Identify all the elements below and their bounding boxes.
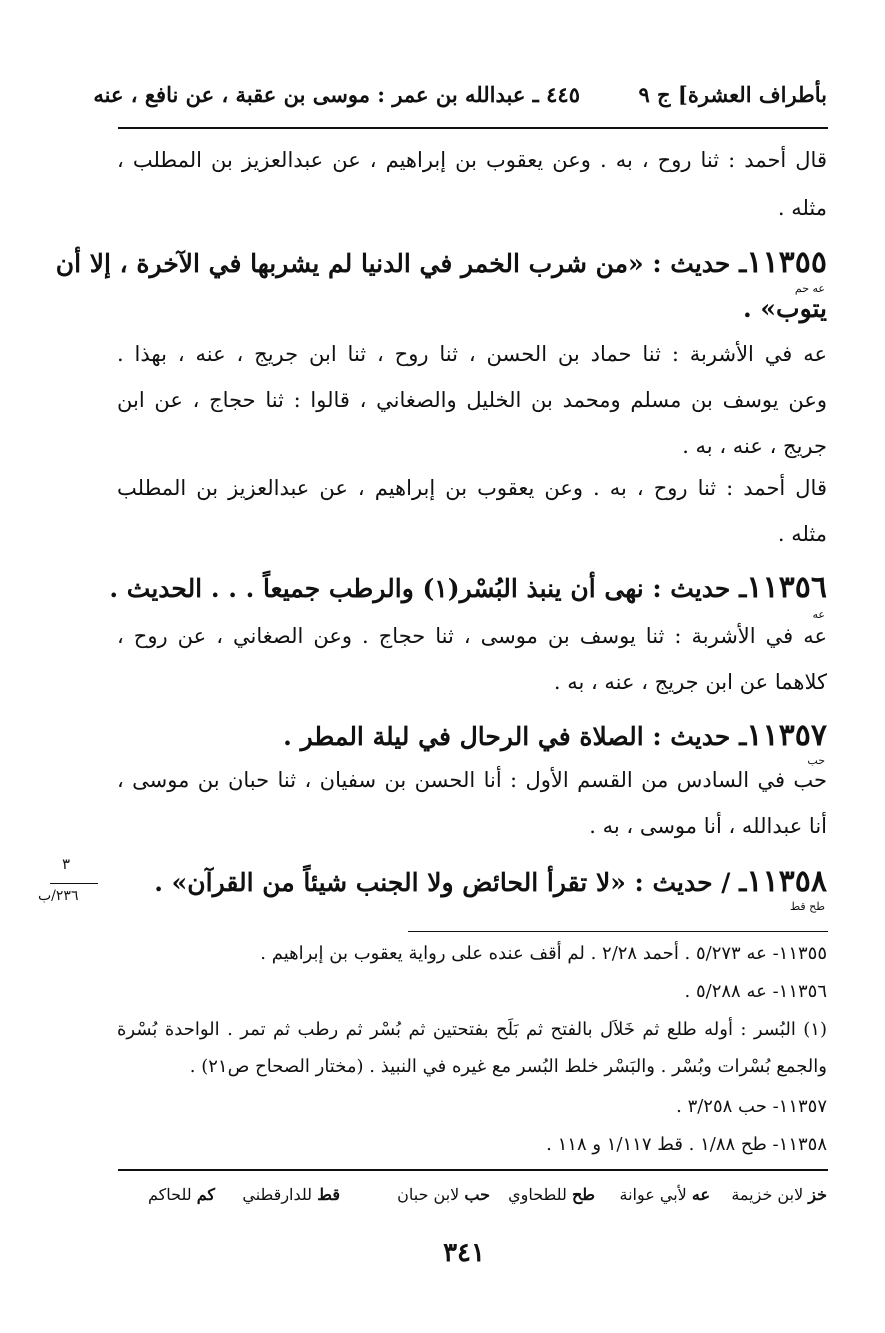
text-line: مثله .: [777, 522, 827, 546]
text-line: قال أحمد : ثنا روح ، به . وعن يعقوب بن إبراهيم ، عن عبدالعزيز بن المطلب ،: [117, 148, 827, 172]
abbrev-item: كم للحاكم: [148, 1185, 215, 1204]
abbrev-item: حب لابن حبان: [397, 1185, 490, 1204]
footnote-line: ١١٣٥٧- حب ٣/٢٥٨ .: [676, 1096, 827, 1117]
hadith-title: ـ حديث : الصلاة في الرحال في ليلة المطر .: [283, 722, 747, 751]
hadith-heading-11356: [109, 570, 827, 605]
hadith-sigla: عه: [812, 608, 825, 621]
footnote-line: والجمع بُسْرات وبُسْر . والبَسْر خلط البُسر مع غيره في النبيذ . (مختار الصحاح ص٢١) .: [189, 1056, 827, 1077]
footnote-rule: [408, 931, 828, 932]
abbrev-item: خز لابن خزيمة: [731, 1185, 827, 1204]
text-line: كلاهما عن ابن جريج ، عنه ، به .: [553, 670, 827, 694]
abbrev-item: عه لأبي عوانة: [619, 1185, 710, 1204]
page-number: ٣٤١: [443, 1238, 485, 1268]
text-line: قال أحمد : ثنا روح ، به . وعن يعقوب بن إبراهيم ، عن عبدالعزيز بن المطلب: [117, 476, 827, 500]
footnote-line: ١١٣٥٨- طح ١/٨٨ . قط ١/١١٧ و ١١٨ .: [546, 1134, 827, 1155]
footnote-line: ١١٣٥٦- عه ٥/٢٨٨ .: [684, 981, 827, 1002]
hadith-number: ١١٣٥٥: [746, 245, 827, 280]
hadith-number: ١١٣٥٨: [746, 864, 827, 899]
abbrev-item: قط للدارقطني: [242, 1185, 340, 1204]
text-line: أنا عبدالله ، أنا موسى ، به .: [589, 814, 827, 838]
footnote-line: ١١٣٥٥- عه ٥/٢٧٣ . أحمد ٢/٢٨ . لم أقف عنده على رواية يعقوب بن إبراهيم .: [260, 943, 827, 964]
hadith-heading-11355: [56, 245, 827, 280]
hadith-title: ـ حديث : نهى أن ينبذ البُسْر(١) والرطب جميعاً . . . الحديث .: [109, 574, 747, 603]
hadith-sigla: عه حم: [794, 282, 825, 295]
margin-note-rule: [50, 883, 98, 884]
hadith-title: ـ / حديث : «لا تقرأ الحائض ولا الجنب شيئاً من القرآن» .: [154, 868, 747, 897]
running-header-chapter: ٤٤٥ ـ عبدالله بن عمر : موسى بن عقبة ، عن نافع ، عنه: [93, 82, 580, 107]
running-header-volume: بأطراف العشرة] ج ٩: [638, 82, 827, 107]
text-line: وعن يوسف بن مسلم ومحمد بن الخليل والصغاني ، قالوا : ثنا حجاج ، عن ابن: [117, 388, 827, 412]
hadith-heading-11358: [154, 864, 827, 899]
text-line: عه في الأشربة : ثنا يوسف بن موسى ، ثنا حجاج . وعن الصغاني ، عن روح ،: [117, 624, 827, 648]
hadith-sigla: حب: [807, 754, 825, 767]
hadith-number: ١١٣٥٦: [746, 570, 827, 605]
text-line: حب في السادس من القسم الأول : أنا الحسن بن سفيان ، ثنا حبان بن موسى ،: [117, 768, 827, 792]
margin-note-bottom: ٢٣٦/ب: [38, 888, 79, 904]
text-line: عه في الأشربة : ثنا حماد بن الحسن ، ثنا روح ، ثنا ابن جريج ، عنه ، بهذا .: [117, 342, 827, 366]
hadith-heading-11357: [283, 718, 827, 753]
hadith-number: ١١٣٥٧: [746, 718, 827, 753]
hadith-title: ـ حديث : «من شرب الخمر في الدنيا لم يشربها في الآخرة ، إلا أن: [55, 249, 747, 278]
header-rule: [118, 127, 828, 129]
hadith-sigla: طح قط: [789, 900, 825, 913]
abbrev-item: طح للطحاوي: [508, 1185, 595, 1204]
hadith-title-continued: يتوب» .: [743, 294, 827, 323]
text-line: مثله .: [777, 196, 827, 220]
footnote-line: (١) البُسر : أوله طلع ثم خَلاَل بالفتح ثم بَلَح بفتحتين ثم بُسْر ثم رطب ثم تمر . الواحدة بُسْرة: [117, 1019, 827, 1040]
abbrev-rule: [118, 1169, 828, 1171]
text-line: جريج ، عنه ، به .: [682, 434, 827, 458]
margin-note-top: ٣: [62, 855, 71, 873]
